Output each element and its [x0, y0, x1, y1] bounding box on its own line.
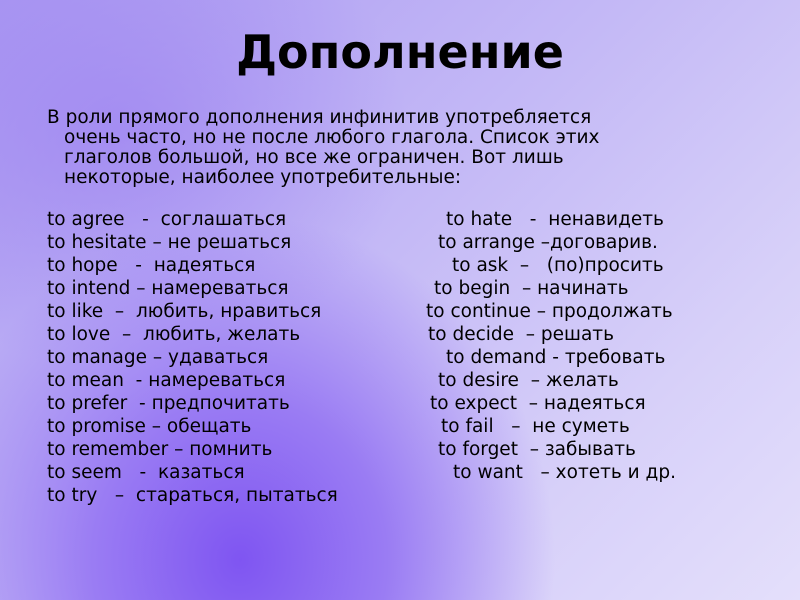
verb-right: to continue – продолжать [426, 301, 673, 322]
slide-title: Дополнение [236, 25, 564, 79]
verb-row [47, 369, 767, 392]
verb-right: to fail – не суметь [441, 416, 630, 437]
verb-row [47, 323, 767, 346]
verb-right: to ask – (по)просить [452, 255, 664, 276]
intro-line: некоторые, наиболее употребительные: [64, 167, 462, 188]
verb-left: to promise – обещать [47, 416, 252, 437]
verb-row [47, 392, 767, 415]
verb-right: to forget – забывать [438, 439, 636, 460]
verb-right: to want – хотеть и др. [453, 462, 676, 483]
verb-left: to mean - намереваться [47, 370, 286, 391]
verb-row [47, 346, 767, 369]
intro-paragraph [47, 108, 747, 188]
verb-right: to expect – надеяться [430, 393, 646, 414]
verb-row [47, 300, 767, 323]
verb-right: to desire – желать [438, 370, 619, 391]
verb-left: to agree - соглашаться [47, 209, 287, 230]
verb-left: to try – стараться, пытаться [47, 485, 338, 506]
verb-right: to decide – решать [428, 324, 614, 345]
verb-right: to demand - требовать [446, 347, 666, 368]
verb-row [47, 277, 767, 300]
verb-list [47, 208, 767, 507]
verb-row [47, 484, 767, 507]
verb-row [47, 415, 767, 438]
verb-left: to love – любить, желать [47, 324, 301, 345]
verb-row [47, 231, 767, 254]
verb-left: to like – любить, нравиться [47, 301, 322, 322]
verb-right: to hate - ненавидеть [446, 209, 664, 230]
intro-line: очень часто, но не после любого глагола. Список этих [64, 127, 600, 148]
verb-left: to intend – намереваться [47, 278, 289, 299]
intro-line: В роли прямого дополнения инфинитив употребляется [47, 107, 592, 128]
verb-left: to manage – удаваться [47, 347, 269, 368]
verb-left: to hope - надеяться [47, 255, 256, 276]
verb-row [47, 438, 767, 461]
verb-left: to seem - казаться [47, 462, 245, 483]
verb-row [47, 208, 767, 231]
intro-line: глаголов большой, но все же ограничен. Вот лишь [64, 147, 564, 168]
verb-left: to remember – помнить [47, 439, 273, 460]
verb-left: to prefer - предпочитать [47, 393, 290, 414]
verb-right: to begin – начинать [434, 278, 629, 299]
verb-right: to arrange –договарив. [438, 232, 658, 253]
verb-row [47, 461, 767, 484]
verb-left: to hesitate – не решаться [47, 232, 292, 253]
verb-row [47, 254, 767, 277]
